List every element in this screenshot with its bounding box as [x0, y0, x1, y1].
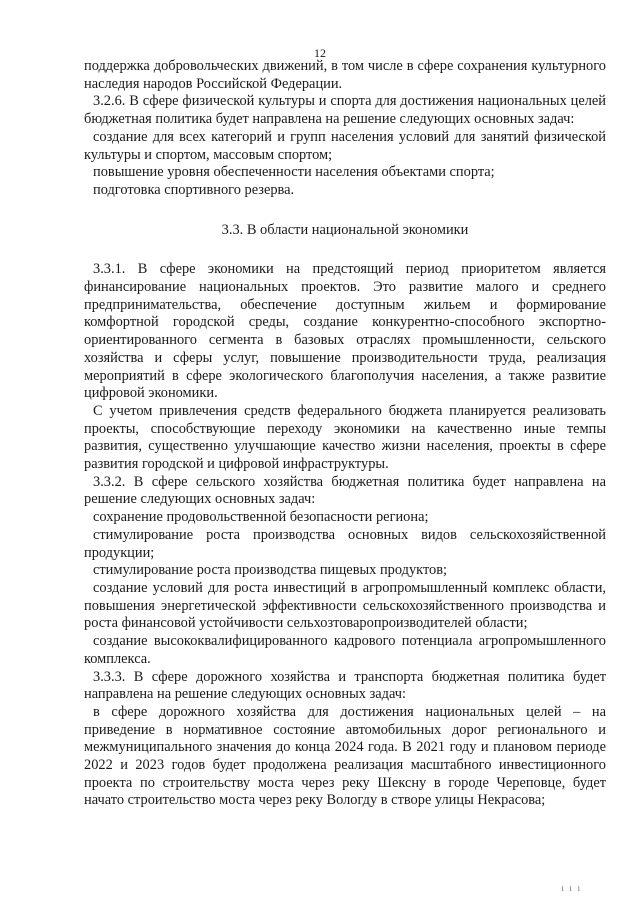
list-item: стимулирование роста производства основных видов сельскохозяйственной продукции; — [84, 526, 606, 561]
paragraph: поддержка добровольческих движений, в том числе в сфере сохранения культурного наследия народов Российской Федерации. — [84, 58, 606, 92]
paragraph: 3.3.2. В сфере сельского хозяйства бюджетная политика будет направлена на решение следующих основных задач: — [84, 473, 606, 508]
page-corner-mark: і і і — [561, 884, 582, 893]
page-number: 12 — [314, 46, 326, 60]
list-item: сохранение продовольственной безопасности региона; — [93, 509, 429, 526]
list-item: подготовка спортивного резерва. — [93, 181, 295, 198]
paragraph: 3.3.3. В сфере дорожного хозяйства и транспорта бюджетная политика будет направлена на решение следующих основных задач: — [84, 668, 606, 703]
list-item: в сфере дорожного хозяйства для достижения национальных целей – на приведение в нормативное состояние автомобильных дорог регионального и межмуниципального значения до конца 2024 года. В 2021 году и плановом периоде 2022 и 2023 годов будет продолжена реализация масштабного инвестиционного проекта по строительству моста через реку Шексну в городе Череповце, будет начато строительство моста через реку Вологду в створе улицы Некрасова; — [84, 703, 606, 809]
list-item: создание высококвалифицированного кадрового потенциала агропромышленного комплекса. — [84, 633, 606, 667]
list-item: создание условий для роста инвестиций в агропромышленный комплекс области, повышения энергетической эффективности сельскохозяйственного производства и роста финансовой устойчивости сельхозтоваропроизводителей области; — [84, 579, 606, 632]
paragraph: 3.3.1. В сфере экономики на предстоящий период приоритетом является финансирование национальных проектов. Это развитие малого и среднего предпринимательства, обеспечение доступным жильем и формирование комфортной городской среды, создание конкурентно-способного экспортно-ориентированного сегмента в базовых отраслях промышленности, сельского хозяйства и сферы услуг, повышение производительности труда, реализация мероприятий в сфере экологического благополучия населения, а также развитие цифровой экономики. — [84, 261, 606, 402]
paragraph: С учетом привлечения средств федерального бюджета планируется реализовать проекты, способствующие переходу экономики на качественно иные темпы развития, существенно улучшающие качество жизни населения, проекты в сфере развития городской и цифровой инфраструктуры. — [84, 402, 606, 473]
list-item: создание для всех категорий и групп населения условий для занятий физической культуры и спортом, массовым спортом; — [84, 128, 606, 163]
paragraph: 3.2.6. В сфере физической культуры и спорта для достижения национальных целей бюджетная политика будет направлена на решение следующих основных задач: — [84, 93, 606, 128]
document-body — [84, 58, 606, 810]
list-item: повышение уровня обеспеченности населения объектами спорта; — [93, 164, 495, 181]
section-heading: 3.3. В области национальной экономики — [221, 221, 469, 238]
list-item: стимулирование роста производства пищевых продуктов; — [93, 562, 448, 579]
